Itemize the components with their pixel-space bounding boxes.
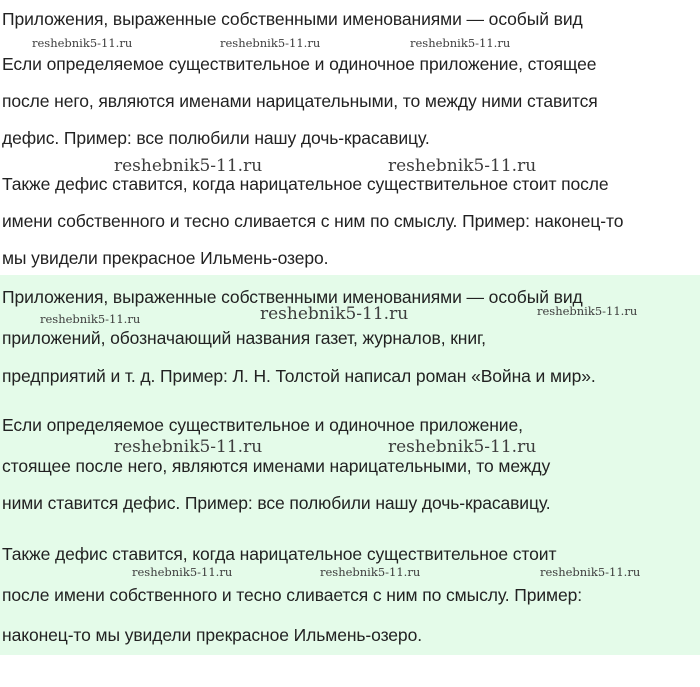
text-line: стоящее после него, являются именами нарицательными, то между xyxy=(2,456,551,476)
watermark: reshebnik5-11.ru xyxy=(114,437,263,457)
watermark: reshebnik5-11.ru xyxy=(388,437,537,457)
text-line: мы увидели прекрасное Ильмень-озеро. xyxy=(2,248,329,268)
watermark: reshebnik5-11.ru xyxy=(260,304,409,324)
text-line: Если определяемое существительное и одиночное приложение, стоящее xyxy=(2,54,597,74)
text-line: Также дефис ставится, когда нарицательное существительное стоит после xyxy=(2,174,609,194)
text-line: после него, являются именами нарицательными, то между ними ставится xyxy=(2,91,598,111)
watermark: reshebnik5-11.ru xyxy=(132,565,233,579)
watermark: reshebnik5-11.ru xyxy=(410,36,511,50)
watermark: reshebnik5-11.ru xyxy=(320,565,421,579)
text-line: Приложения, выраженные собственными именованиями — особый вид xyxy=(2,287,583,307)
watermark: reshebnik5-11.ru xyxy=(32,36,133,50)
text-line: предприятий и т. д. Пример: Л. Н. Толстой написал роман «Война и мир». xyxy=(2,366,596,386)
text-line: имени собственного и тесно сливается с ним по смыслу. Пример: наконец-то xyxy=(2,211,624,231)
watermark: reshebnik5-11.ru xyxy=(114,156,263,176)
text-line: дефис. Пример: все полюбили нашу дочь-красавицу. xyxy=(2,128,430,148)
watermark: reshebnik5-11.ru xyxy=(540,565,641,579)
text-line: ними ставится дефис. Пример: все полюбили нашу дочь-красавицу. xyxy=(2,493,551,513)
text-line: Также дефис ставится, когда нарицательное существительное стоит xyxy=(2,544,557,564)
text-line: Если определяемое существительное и одиночное приложение, xyxy=(2,415,523,435)
text-line: после имени собственного и тесно сливается с ним по смыслу. Пример: xyxy=(2,585,582,605)
watermark: reshebnik5-11.ru xyxy=(537,304,638,318)
text-line: приложений, обозначающий названия газет, журналов, книг, xyxy=(2,328,486,348)
text-line: наконец-то мы увидели прекрасное Ильмень-озеро. xyxy=(2,625,422,645)
watermark: reshebnik5-11.ru xyxy=(220,36,321,50)
text-line: Приложения, выраженные собственными именованиями — особый вид xyxy=(2,9,583,29)
watermark: reshebnik5-11.ru xyxy=(388,156,537,176)
watermark: reshebnik5-11.ru xyxy=(40,312,141,326)
